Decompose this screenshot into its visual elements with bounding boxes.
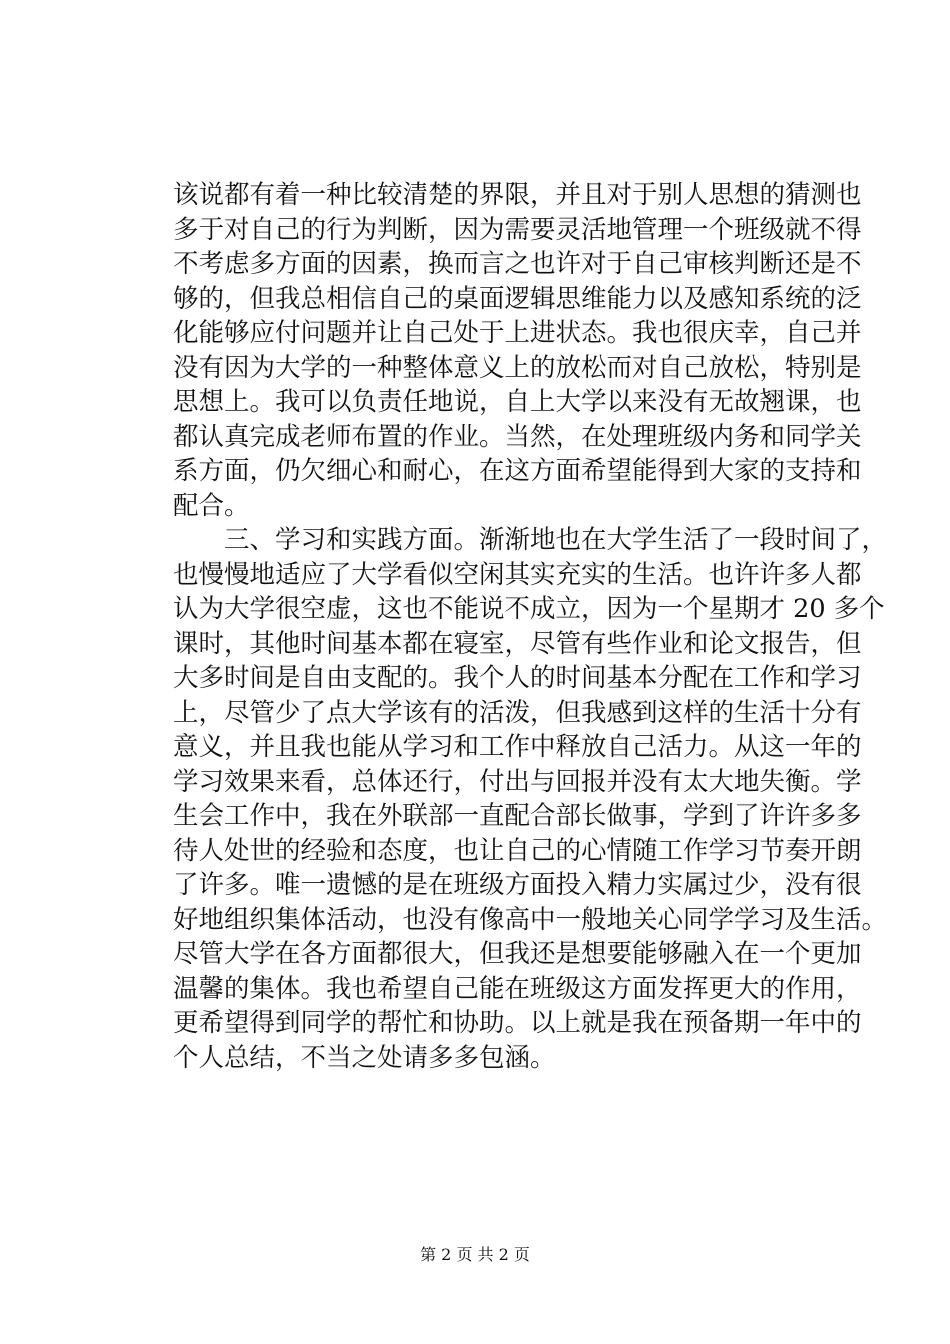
text-line: 够的，但我总相信自己的桌面逻辑思维能力以及感知系统的泛 <box>173 283 862 314</box>
text-line: 化能够应付问题并让自己处于上进状态。我也很庆幸，自己并 <box>173 318 862 348</box>
text-line: 思想上。我可以负责任地说，自上大学以来没有无故翘课，也 <box>173 387 862 417</box>
section-heading-line: 三、学习和实践方面。渐渐地也在大学生活了一段时间了， <box>173 525 888 555</box>
text-line: 认为大学很空虚，这也不能说不成立，因为一个星期才 20 多个 <box>173 594 885 624</box>
text-line: 待人处世的经验和态度，也让自己的心情随工作学习节奏开朗 <box>173 835 862 866</box>
text-line: 配合。 <box>173 490 250 521</box>
text-line: 学习效果来看，总体还行，付出与回报并没有太大地失衡。学 <box>173 766 862 797</box>
text-line: 好地组织集体活动，也没有像高中一般地关心同学学习及生活。 <box>173 904 888 935</box>
text-line: 大多时间是自由支配的。我个人的时间基本分配在工作和学习 <box>173 663 862 693</box>
document-body <box>173 178 888 1075</box>
text-line: 了许多。唯一遗憾的是在班级方面投入精力实属过少，没有很 <box>173 870 862 900</box>
text-line: 不考虑多方面的因素，换而言之也许对于自己审核判断还是不 <box>173 249 862 279</box>
text-line: 温馨的集体。我也希望自己能在班级这方面发挥更大的作用， <box>173 973 862 1004</box>
text-line: 尽管大学在各方面都很大，但我还是想要能够融入在一个更加 <box>173 939 862 969</box>
text-line: 多于对自己的行为判断，因为需要灵活地管理一个班级就不得 <box>173 214 862 245</box>
text-line: 更希望得到同学的帮忙和协助。以上就是我在预备期一年中的 <box>173 1008 862 1038</box>
text-line: 个人总结，不当之处请多多包涵。 <box>173 1042 556 1073</box>
text-line: 都认真完成老师布置的作业。当然，在处理班级内务和同学关 <box>173 421 862 452</box>
text-line: 生会工作中，我在外联部一直配合部长做事，学到了许许多多 <box>173 801 862 831</box>
page-number-footer: 第 2 页 共 2 页 <box>420 1245 530 1264</box>
text-line: 课时，其他时间基本都在寝室，尽管有些作业和论文报告，但 <box>173 628 862 659</box>
text-line: 该说都有着一种比较清楚的界限，并且对于别人思想的猜测也 <box>173 180 862 210</box>
text-line: 意义，并且我也能从学习和工作中释放自己活力。从这一年的 <box>173 732 862 762</box>
text-line: 系方面，仍欠细心和耐心，在这方面希望能得到大家的支持和 <box>173 456 862 486</box>
text-line: 也慢慢地适应了大学看似空闲其实充实的生活。也许许多人都 <box>173 559 862 590</box>
text-line: 上，尽管少了点大学该有的活泼，但我感到这样的生活十分有 <box>173 697 862 728</box>
text-line: 没有因为大学的一种整体意义上的放松而对自己放松，特别是 <box>173 352 862 383</box>
